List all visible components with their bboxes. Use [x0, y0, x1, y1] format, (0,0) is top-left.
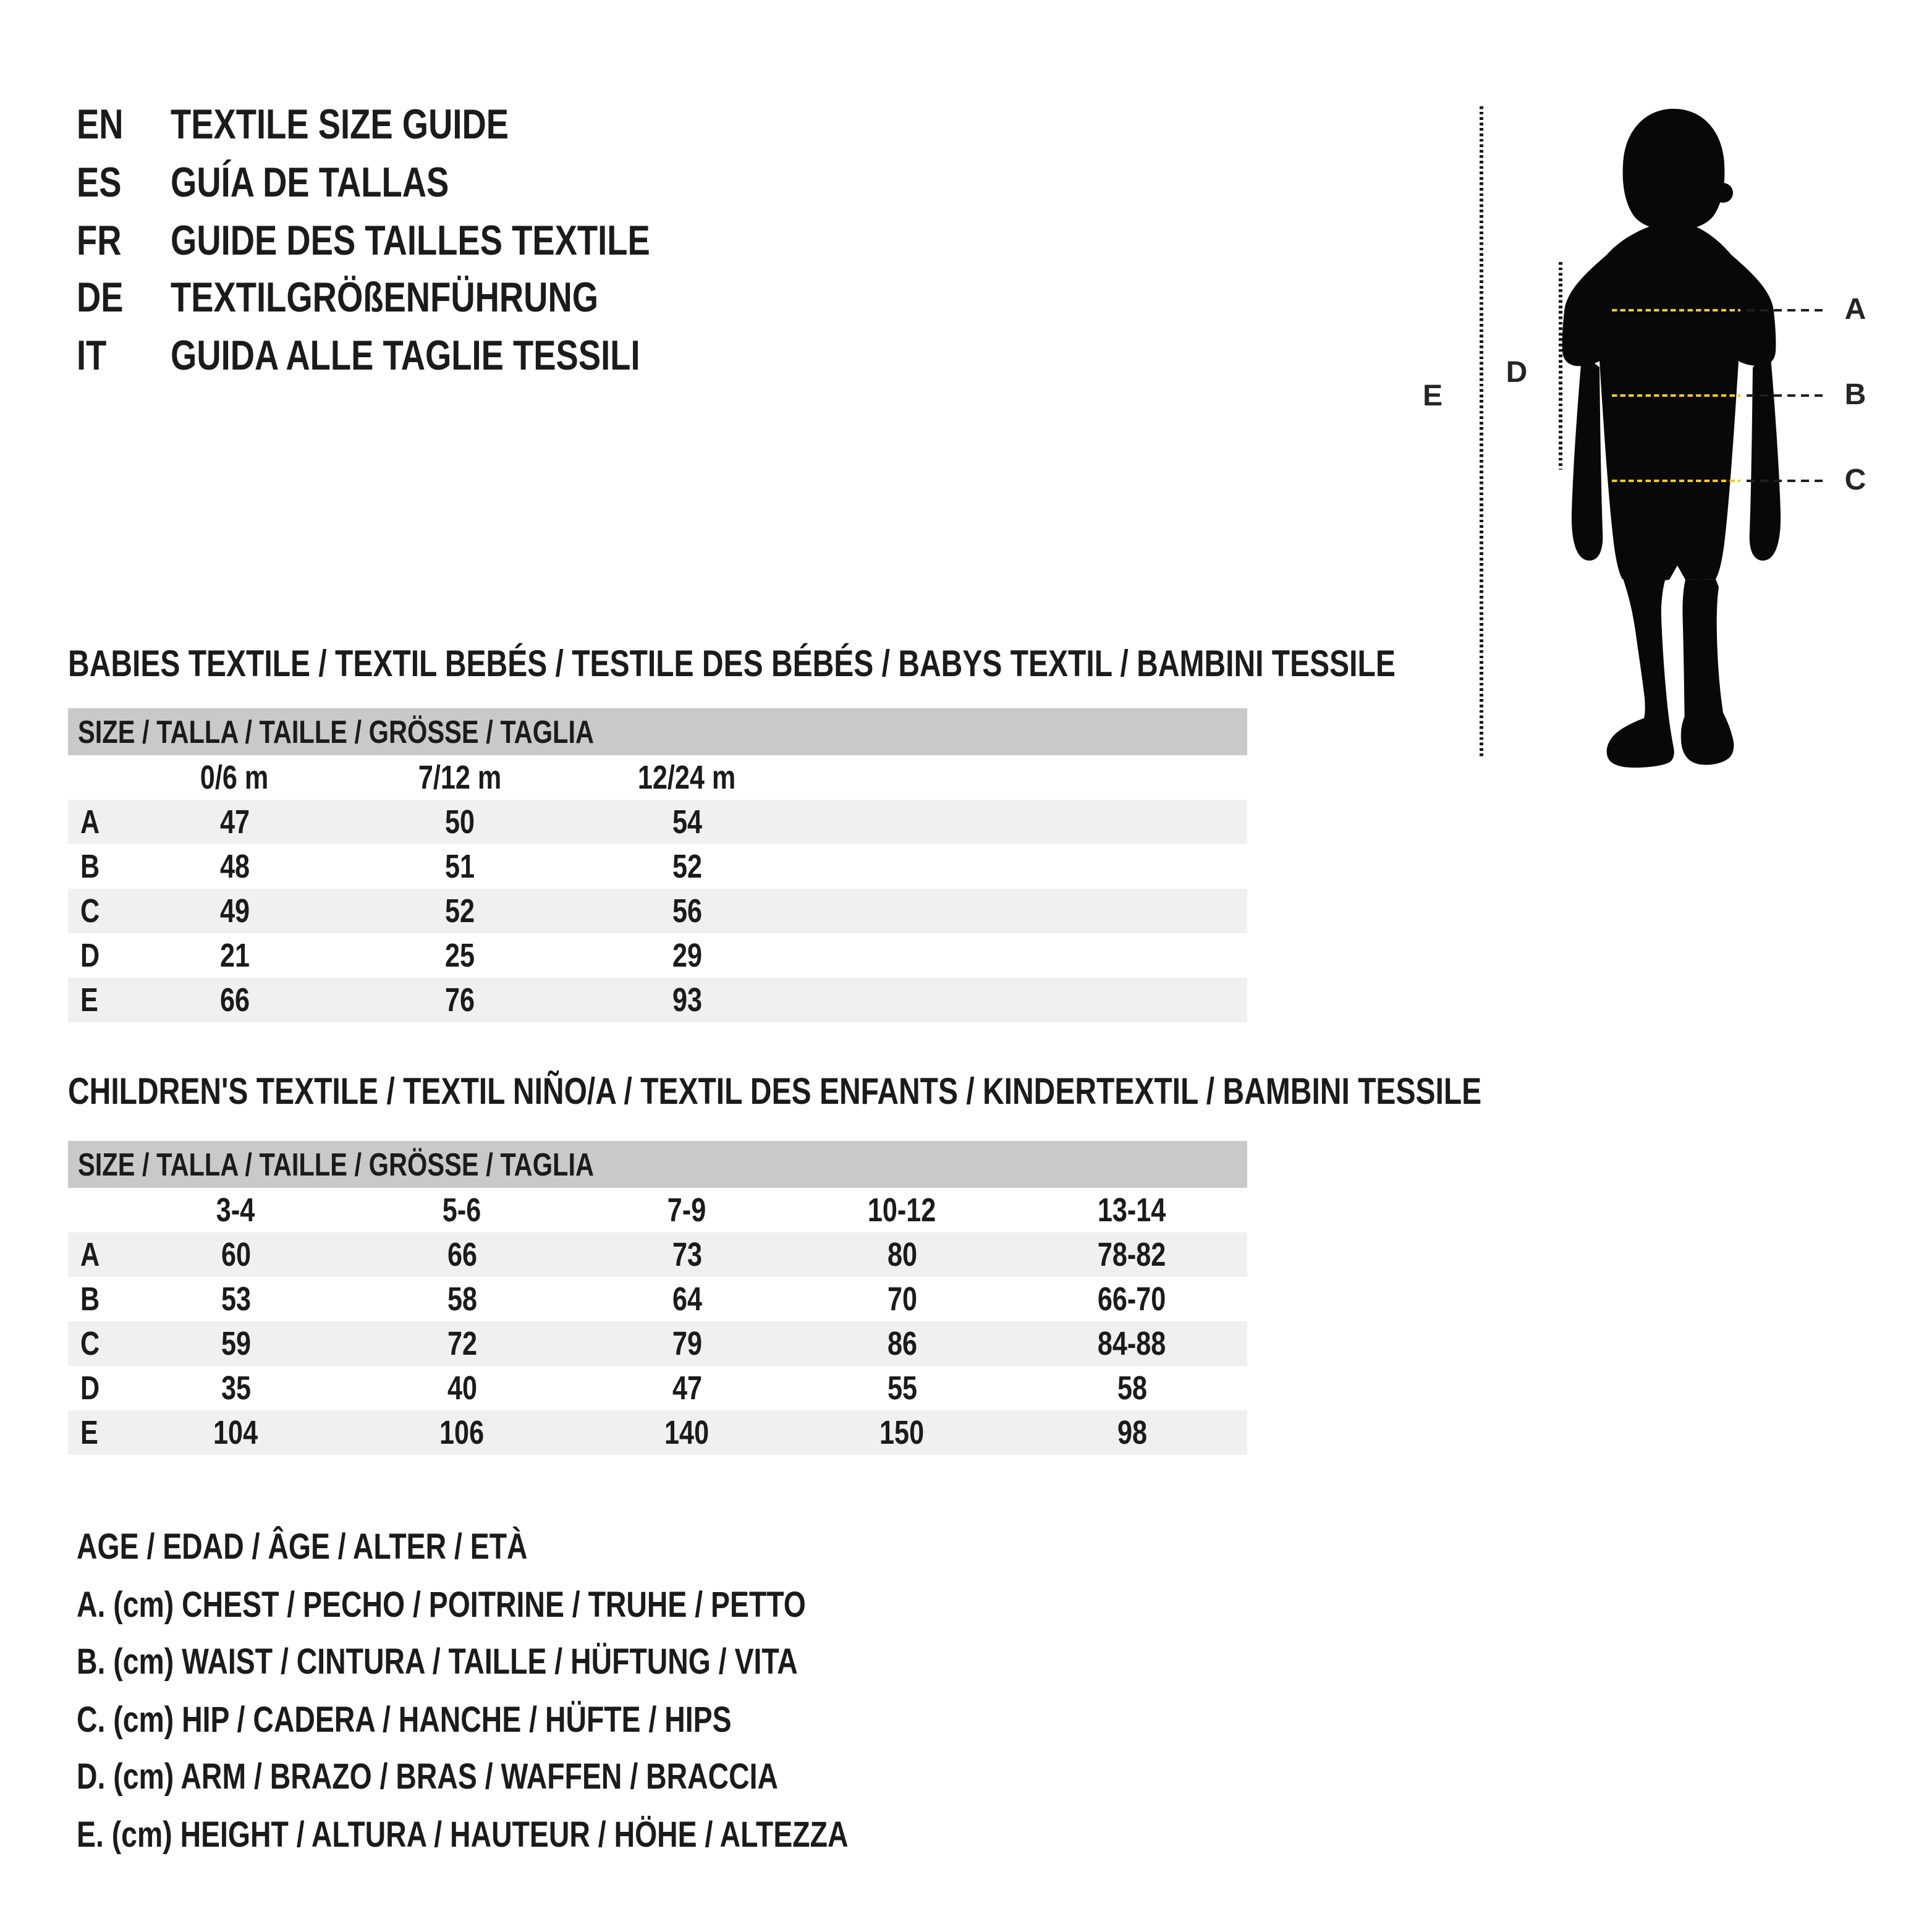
cell-A-3-text: 54: [672, 803, 703, 841]
row-label-D: [80, 933, 104, 978]
cell-D-3-text: 29: [672, 937, 703, 974]
language-code-it-text: IT: [77, 333, 107, 379]
cell-A-2-text: 50: [444, 803, 475, 841]
cell-D-2: [361, 933, 559, 978]
cell-A-1-text: 47: [219, 803, 250, 841]
cell-C-1-text: 49: [219, 892, 250, 930]
row-label-B: [80, 1277, 104, 1321]
cell-B-3-text: 52: [672, 848, 703, 885]
row-label-C-text: C: [80, 892, 100, 930]
table-row-C: [68, 1321, 1247, 1366]
cell-E-4-text: 150: [879, 1414, 925, 1451]
waist-measure-line-b: [1612, 394, 1740, 397]
column-header-7-12-m: [361, 755, 559, 800]
cell-C-1: [136, 889, 334, 933]
legend-line-4: [77, 1757, 954, 1799]
cell-D-2: [363, 1366, 561, 1410]
guide-title-fr-text: GUIDE DES TAILLES TEXTILE: [171, 217, 650, 264]
row-label-A: [80, 1232, 104, 1277]
cell-C-4: [803, 1321, 1001, 1366]
cell-D-2-text: 40: [447, 1370, 478, 1407]
measure-label-e: [1414, 379, 1451, 414]
legend-line-2: [77, 1642, 978, 1684]
column-header-3-4: [137, 1188, 335, 1232]
cell-C-3-text: 56: [672, 892, 703, 930]
legend-line-4-text: D. (cm) ARM / BRAZO / BRAS / WAFFEN / BRACCIA: [77, 1758, 779, 1798]
cell-C-4-text: 86: [887, 1325, 918, 1362]
cell-D-3: [588, 933, 786, 978]
cell-C-2-text: 52: [444, 892, 475, 930]
cell-C-3: [588, 889, 786, 933]
cell-C-3: [588, 1321, 786, 1366]
measure-label-c: [1837, 464, 1874, 498]
column-header-0-6-m: [136, 755, 334, 800]
children-cols-row: [68, 1188, 1247, 1232]
cell-A-4-text: 80: [887, 1236, 918, 1273]
arm-measure-line-d: [1559, 262, 1562, 470]
cell-E-5: [1033, 1410, 1231, 1455]
column-header-3-4-text: 3-4: [216, 1192, 256, 1229]
legend-line-0: [77, 1527, 640, 1569]
cell-B-1: [136, 844, 334, 889]
language-code-en-text: EN: [77, 101, 124, 148]
cell-E-3: [588, 978, 786, 1022]
cell-C-3-text: 79: [672, 1325, 703, 1362]
chest-measure-line-a: [1612, 308, 1740, 311]
row-label-E-text: E: [80, 1414, 98, 1451]
cell-B-2: [361, 844, 559, 889]
cell-B-4: [803, 1277, 1001, 1321]
guide-title-es: [171, 161, 519, 205]
column-header-7-12-m-text: 7/12 m: [418, 759, 502, 796]
babies-cols-row: [68, 755, 1247, 800]
header-language-row-es: [77, 161, 1189, 205]
column-header-12-24-m: [588, 755, 786, 800]
legend-line-2-text: B. (cm) WAIST / CINTURA / TAILLE / HÜFTUNG / VITA: [77, 1643, 798, 1683]
cell-E-2: [361, 978, 559, 1022]
language-code-it: [77, 334, 114, 378]
cell-D-3-text: 47: [672, 1370, 703, 1407]
language-code-en: [77, 103, 135, 147]
language-code-de-text: DE: [77, 274, 124, 322]
cell-D-5: [1033, 1366, 1231, 1410]
cell-C-1: [137, 1321, 335, 1366]
waist-leader-line-b: [1747, 394, 1826, 397]
cell-A-2-text: 66: [447, 1236, 478, 1273]
cell-A-1: [137, 1232, 335, 1277]
table-row-B: [68, 1277, 1247, 1321]
row-label-D-text: D: [80, 937, 100, 974]
guide-title-de: [171, 276, 705, 321]
measure-label-d-text: D: [1506, 356, 1528, 389]
children-table-title: CHILDREN'S TEXTILE / TEXTIL NIÑO/A / TEXTIL DES ENFANTS / KINDERTEXTIL / BAMBINI TESSILE: [68, 1072, 1482, 1112]
silhouette-right-arm: [1750, 357, 1781, 561]
babies-table-title: BABIES TEXTILE / TEXTIL BEBÉS / TESTILE DES BÉBÉS / BABYS TEXTIL / BAMBINI TESSILE: [68, 644, 1396, 685]
cell-D-3: [588, 1366, 786, 1410]
column-header-5-6: [363, 1188, 561, 1232]
language-code-fr: [77, 218, 133, 263]
table-row-A: [68, 1232, 1247, 1277]
row-label-C: [80, 889, 104, 933]
cell-C-1-text: 59: [221, 1325, 252, 1362]
cell-D-1: [137, 1366, 335, 1410]
guide-title-it: [171, 334, 758, 378]
cell-E-3: [588, 1410, 786, 1455]
cell-D-4: [803, 1366, 1001, 1410]
measure-label-a-text: A: [1844, 293, 1866, 326]
row-label-E: [80, 978, 103, 1022]
table-row-D: [68, 933, 1247, 978]
cell-A-1: [136, 800, 334, 844]
language-code-es-text: ES: [77, 159, 122, 206]
hip-leader-line-c: [1747, 479, 1826, 482]
table-row-D: [68, 1366, 1247, 1410]
table-row-E: [68, 1410, 1247, 1455]
row-label-D-text: D: [80, 1370, 100, 1407]
legend-line-1: [77, 1584, 988, 1626]
row-label-A: [80, 800, 104, 844]
column-header-7-9-text: 7-9: [667, 1192, 707, 1229]
header-language-row-it: [77, 334, 1189, 378]
language-code-fr-text: FR: [77, 217, 122, 264]
measure-label-d: [1498, 356, 1535, 391]
cell-A-2: [363, 1232, 561, 1277]
cell-D-4-text: 55: [887, 1370, 918, 1407]
cell-E-2-text: 76: [444, 981, 475, 1019]
silhouette-ear: [1713, 183, 1733, 203]
row-label-C: [80, 1321, 104, 1366]
cell-B-1: [137, 1277, 335, 1321]
cell-B-3-text: 64: [672, 1281, 703, 1318]
guide-title-en-text: TEXTILE SIZE GUIDE: [171, 101, 509, 148]
row-label-E-text: E: [80, 981, 98, 1019]
legend-line-3-text: C. (cm) HIP / CADERA / HANCHE / HÜFTE / HIPS: [77, 1700, 732, 1740]
header-language-row-fr: [77, 218, 1189, 263]
children-size-header-bar: SIZE / TALLA / TAILLE / GRÖSSE / TAGLIA: [68, 1141, 1247, 1188]
cell-E-3-text: 93: [672, 981, 703, 1019]
guide-title-fr: [171, 218, 770, 263]
table-row-C: [68, 889, 1247, 933]
cell-D-1-text: 35: [221, 1370, 252, 1407]
language-code-de: [77, 276, 135, 321]
cell-C-5: [1033, 1321, 1231, 1366]
table-row-E: [68, 978, 1247, 1022]
legend-line-5-text: E. (cm) HEIGHT / ALTURA / HAUTEUR / HÖHE / ALTEZZA: [77, 1816, 849, 1855]
row-label-E: [80, 1410, 103, 1455]
babies-size-header-bar: SIZE / TALLA / TAILLE / GRÖSSE / TAGLIA: [68, 708, 1247, 755]
cell-C-2-text: 72: [447, 1325, 478, 1362]
cell-E-1: [136, 978, 334, 1022]
cell-E-3-text: 140: [664, 1414, 710, 1451]
column-header-13-14-text: 13-14: [1098, 1192, 1167, 1229]
cell-E-1-text: 66: [219, 981, 250, 1019]
cell-A-5-text: 78-82: [1098, 1236, 1167, 1273]
measure-label-e-text: E: [1422, 379, 1443, 413]
cell-B-5-text: 66-70: [1098, 1281, 1167, 1318]
column-header-0-6-m-text: 0/6 m: [200, 759, 269, 796]
column-header-10-12-text: 10-12: [868, 1192, 937, 1229]
column-header-7-9: [588, 1188, 786, 1232]
cell-A-2: [361, 800, 559, 844]
chest-leader-line-a: [1747, 308, 1826, 311]
cell-B-1-text: 48: [219, 848, 250, 885]
cell-A-3: [588, 1232, 786, 1277]
cell-A-4: [803, 1232, 1001, 1277]
measure-label-b-text: B: [1844, 378, 1866, 412]
cell-C-2: [363, 1321, 561, 1366]
cell-E-2-text: 106: [439, 1414, 485, 1451]
guide-title-es-text: GUÍA DE TALLAS: [171, 159, 449, 206]
cell-B-2: [363, 1277, 561, 1321]
cell-A-3: [588, 800, 786, 844]
cell-A-3-text: 73: [672, 1236, 703, 1273]
hip-measure-line-c: [1612, 479, 1740, 482]
row-label-B: [80, 844, 104, 889]
cell-E-2: [363, 1410, 561, 1455]
guide-title-it-text: GUIDA ALLE TAGLIE TESSILI: [171, 333, 640, 379]
row-label-A-text: A: [80, 1236, 100, 1273]
column-header-13-14: [1033, 1188, 1231, 1232]
column-header-5-6-text: 5-6: [443, 1192, 482, 1229]
header-language-row-de: [77, 276, 1189, 321]
silhouette-left-arm: [1572, 357, 1603, 561]
legend-line-1-text: A. (cm) CHEST / PECHO / POITRINE / TRUHE / PETTO: [77, 1585, 806, 1625]
cell-D-5-text: 58: [1117, 1370, 1148, 1407]
table-row-A: [68, 800, 1247, 844]
header-language-row-en: [77, 103, 1189, 147]
row-label-C-text: C: [80, 1325, 100, 1362]
cell-B-2-text: 51: [444, 848, 475, 885]
cell-A-1-text: 60: [221, 1236, 252, 1273]
column-header-12-24-m-text: 12/24 m: [638, 759, 737, 796]
legend-line-5: [77, 1815, 1041, 1857]
cell-C-5-text: 84-88: [1098, 1325, 1167, 1362]
cell-E-4: [803, 1410, 1001, 1455]
cell-E-1-text: 104: [213, 1414, 259, 1451]
row-label-D: [80, 1366, 104, 1410]
cell-B-4-text: 70: [887, 1281, 918, 1318]
measure-label-c-text: C: [1844, 464, 1866, 497]
cell-B-3: [588, 1277, 786, 1321]
cell-D-1-text: 21: [219, 937, 250, 974]
guide-title-de-text: TEXTILGRÖßENFÜHRUNG: [171, 274, 599, 322]
cell-D-2-text: 25: [444, 937, 475, 974]
measure-label-a: [1837, 293, 1874, 328]
row-label-B-text: B: [80, 848, 100, 885]
row-label-B-text: B: [80, 1281, 100, 1318]
cell-B-3: [588, 844, 786, 889]
cell-B-2-text: 58: [447, 1281, 478, 1318]
legend-line-3: [77, 1700, 895, 1742]
language-code-es: [77, 161, 133, 205]
cell-C-2: [361, 889, 559, 933]
column-header-10-12: [803, 1188, 1001, 1232]
cell-E-1: [137, 1410, 335, 1455]
row-label-A-text: A: [80, 803, 100, 841]
cell-E-5-text: 98: [1117, 1414, 1148, 1451]
cell-B-5: [1033, 1277, 1231, 1321]
cell-A-5: [1033, 1232, 1231, 1277]
legend-line-0-text: AGE / EDAD / ÂGE / ALTER / ETÀ: [77, 1528, 528, 1567]
cell-D-1: [136, 933, 334, 978]
cell-B-1-text: 53: [221, 1281, 252, 1318]
guide-title-en: [171, 103, 593, 147]
measure-label-b: [1837, 378, 1874, 413]
table-row-B: [68, 844, 1247, 889]
